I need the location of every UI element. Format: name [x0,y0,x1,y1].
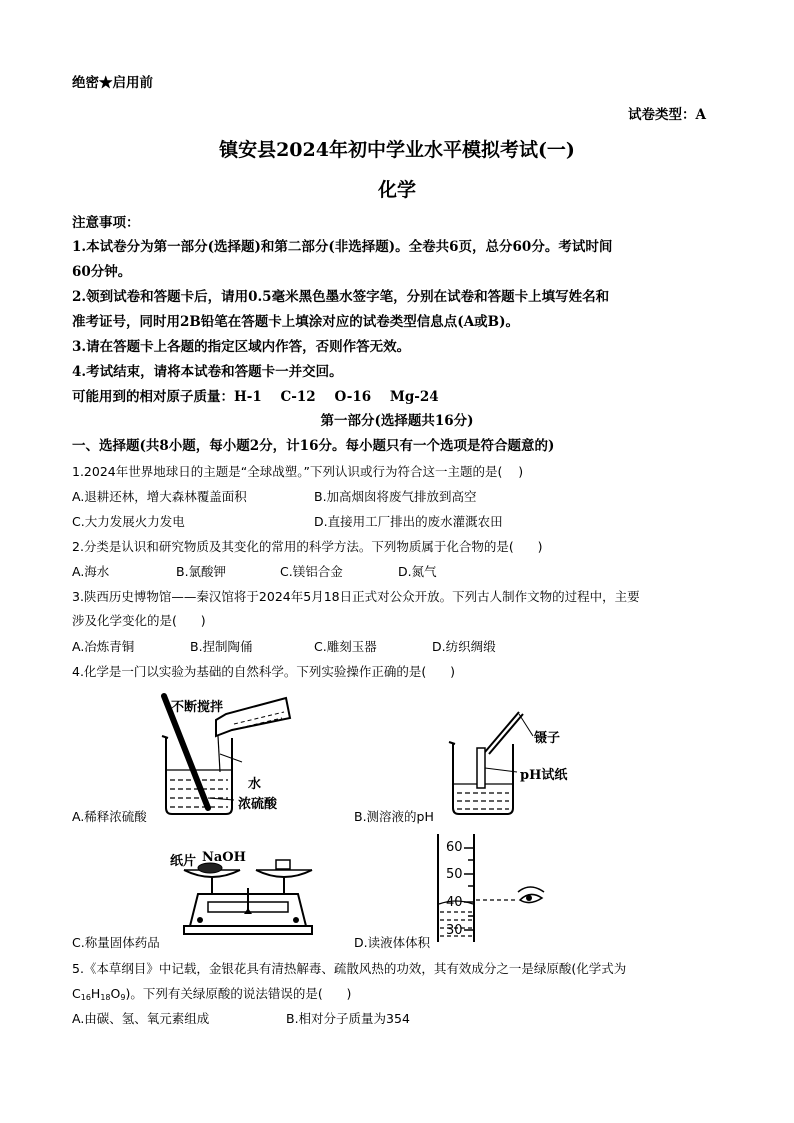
q2-option-d: D.氮气 [398,564,437,579]
q2-option-a: A.海水 [72,564,110,579]
q4-option-d: D.读液体体积 [354,935,431,950]
confidential-mark: 绝密★启用前 [72,75,153,91]
q2-option-b: B.氯酸钾 [176,564,227,579]
q3-option-a: A.冶炼青铜 [72,639,135,654]
label-tweezers: 镊子 [534,731,561,746]
q1-option-b: B.加高烟囱将废气排放到高空 [314,489,477,504]
label-ph-paper: pH试纸 [520,768,568,783]
formula-o: O [110,986,121,1001]
q2-option-c: C.镁铝合金 [280,564,343,579]
figure-measure-ph [445,708,555,818]
note-2-line-1: 2.领到试卷和答题卡后，请用0.5毫米黑色墨水签字笔，分别在试卷和答题卡上填写姓名和 [72,289,610,305]
q4-stem: 4.化学是一门以实验为基础的自然科学。下列实验操作正确的是( ) [72,664,456,679]
q4-option-a: A.稀释浓硫酸 [72,809,147,824]
q5-stem-tail: )。下列有关绿原酸的说法错误的是( ) [125,986,352,1001]
label-water: 水 [248,777,262,792]
formula-c-sub: 16 [80,993,91,1002]
formula-c: C [72,986,81,1001]
q5-stem-line-1: 5.《本草纲目》中记载，金银花具有清热解毒、疏散风热的功效，其有效成分之一是绿原酸(化学式为 [72,961,627,976]
paper-type: 试卷类型：A [628,107,706,123]
atomic-masses: 可能用到的相对原子质量：H-1 C-12 O-16 Mg-24 [72,389,439,405]
q2-stem: 2.分类是认识和研究物质及其变化的常用的科学方法。下列物质属于化合物的是( ) [72,539,543,554]
cylinder-tick-40: 40 [446,895,463,910]
label-paper: 纸片 [170,854,197,869]
formula-h-sub: 18 [100,993,111,1002]
q4-option-b: B.测溶液的pH [354,809,434,824]
q1-option-d: D.直接用工厂排出的废水灌溉农田 [314,514,503,529]
note-4: 4.考试结束，请将本试卷和答题卡一并交回。 [72,364,343,380]
q3-stem-line-2: 涉及化学变化的是( ) [72,613,206,628]
formula-h: H [90,986,101,1001]
section-1-heading: 一、选择题(共8小题，每小题2分，计16分。每小题只有一个选项是符合题意的) [72,438,555,454]
q5-stem-line-2 [72,985,351,1003]
label-stirring: 不断搅拌 [171,700,224,715]
label-conc-acid: 浓硫酸 [238,797,278,812]
cylinder-tick-30: 30 [446,923,463,938]
part-1-heading: 第一部分(选择题共16分) [320,413,474,429]
note-3: 3.请在答题卡上各题的指定区域内作答，否则作答无效。 [72,339,411,355]
subject-title: 化学 [377,179,416,201]
note-2-line-2: 准考证号，同时用2B铅笔在答题卡上填涂对应的试卷类型信息点(A或B)。 [72,314,519,330]
cylinder-tick-60: 60 [446,840,463,855]
q1-option-a: A.退耕还林，增大森林覆盖面积 [72,489,247,504]
q3-option-d: D.纺织绸缎 [432,639,496,654]
note-1-line-2: 60分钟。 [72,264,132,280]
note-1-line-1: 1.本试卷分为第一部分(选择题)和第二部分(非选择题)。全卷共6页，总分60分。考试时间 [72,239,613,255]
notes-heading: 注意事项： [72,215,140,231]
q3-option-c: C.雕刻玉器 [314,639,377,654]
q3-stem-line-1: 3.陕西历史博物馆——秦汉馆将于2024年5月18日正式对公众开放。下列古人制作文物的过程中，主要 [72,589,640,604]
q3-option-b: B.捏制陶俑 [190,639,253,654]
cylinder-tick-50: 50 [446,867,463,882]
label-naoh: NaOH [202,850,246,865]
q5-option-b: B.相对分子质量为354 [286,1011,410,1026]
q1-stem: 1.2024年世界地球日的主题是“全球战塑。”下列认识或行为符合这一主题的是( ) [72,464,524,479]
formula-o-sub: 9 [120,993,126,1002]
page-title: 镇安县2024年初中学业水平模拟考试(一) [219,139,575,161]
q4-option-c: C.称量固体药品 [72,935,160,950]
q1-option-c: C.大力发展火力发电 [72,514,185,529]
q5-option-a: A.由碳、氢、氧元素组成 [72,1011,210,1026]
figure-balance [178,848,318,940]
